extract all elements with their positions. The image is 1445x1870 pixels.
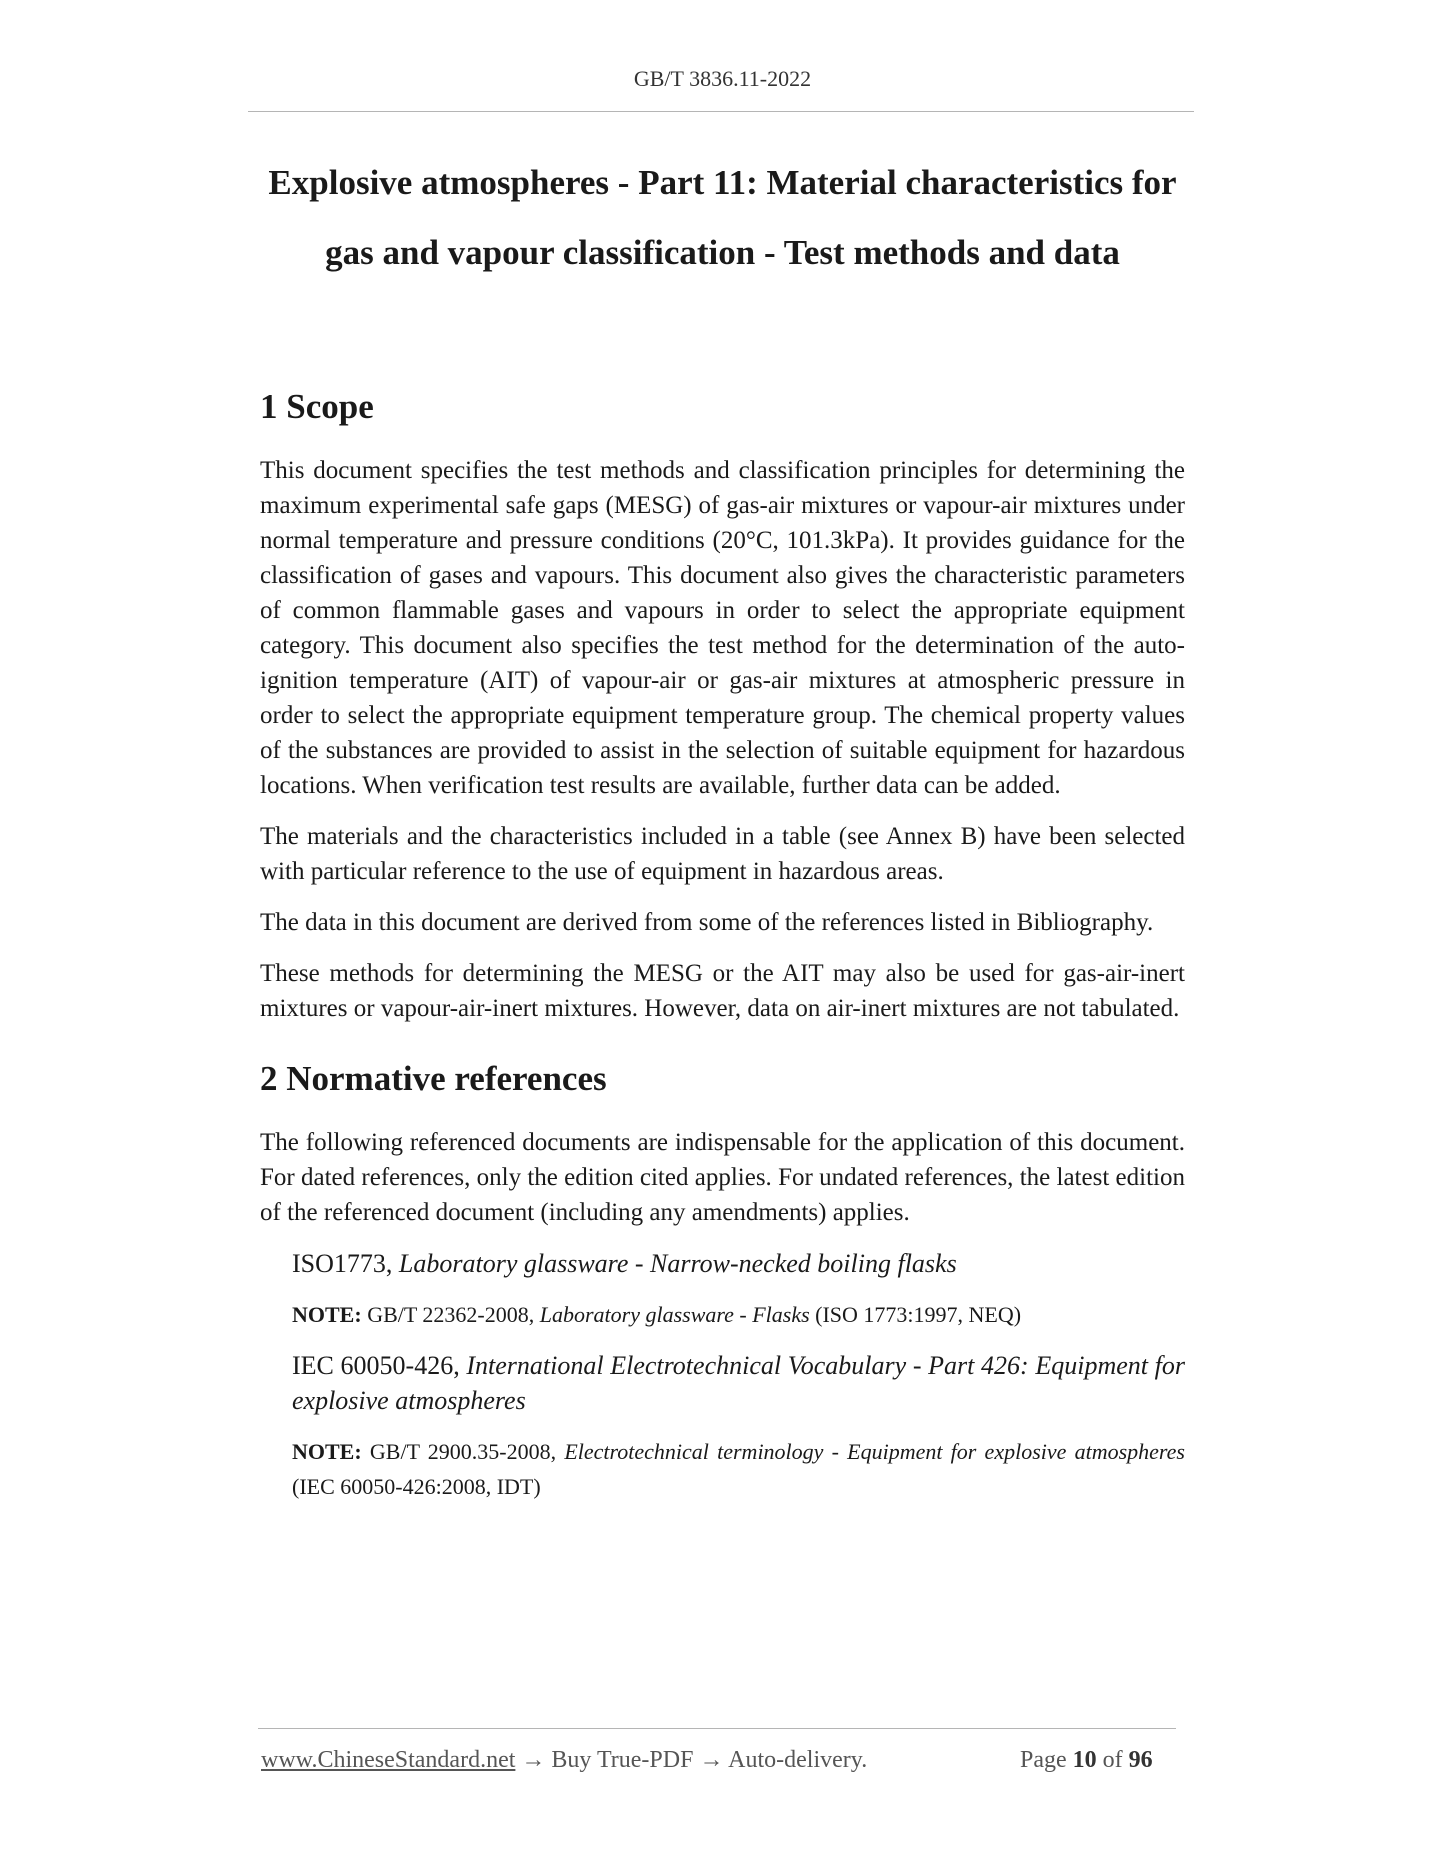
- of-label: of: [1102, 1747, 1123, 1773]
- footer-promo: [261, 1747, 867, 1774]
- arrow-right-icon: →: [515, 1747, 552, 1773]
- arrow-right-icon: →: [693, 1747, 729, 1773]
- total-pages: 96: [1128, 1747, 1153, 1773]
- section-1-heading: 1 Scope: [260, 387, 374, 426]
- page-label: Page: [1020, 1747, 1067, 1773]
- note-gbt2900-35: [292, 1434, 1185, 1504]
- reference-title: Laboratory glassware - Narrow-necked boiling flasks: [398, 1249, 957, 1278]
- reference-code: IEC 60050-426,: [292, 1351, 467, 1380]
- note-label: NOTE:: [292, 1302, 362, 1327]
- note-suffix: (IEC 60050-426:2008, IDT): [292, 1474, 541, 1499]
- reference-iso1773: [292, 1246, 1185, 1281]
- buy-true-pdf-text: Buy True-PDF: [551, 1747, 694, 1773]
- normative-references-intro: The following referenced documents are indispensable for the application of this document. For dated references, only the edition cited applies. For undated references, the latest edition of the referenced document (including any amendments) applies.: [260, 1129, 1185, 1226]
- title-line-1: Explosive atmospheres - Part 11: Material characteristics for: [268, 163, 1177, 202]
- main-content: [260, 385, 1185, 1504]
- scope-paragraph-2: The materials and the characteristics included in a table (see Annex B) have been selected with particular reference to the use of equipment in hazardous areas.: [260, 823, 1185, 885]
- note-code: GB/T 2900.35-2008,: [361, 1439, 565, 1464]
- note-suffix: (ISO 1773:1997, NEQ): [809, 1302, 1022, 1327]
- page-indicator: [1020, 1747, 1153, 1774]
- note-label: NOTE:: [292, 1439, 362, 1464]
- note-code: GB/T 22362-2008,: [361, 1302, 540, 1327]
- auto-delivery-text: Auto-delivery.: [728, 1747, 868, 1773]
- reference-code: ISO1773,: [292, 1249, 399, 1278]
- footer-divider: [258, 1728, 1176, 1729]
- section-2-heading: 2 Normative references: [260, 1059, 607, 1098]
- scope-paragraph-4: These methods for determining the MESG or the AIT may also be used for gas-air-inert mixtures or vapour-air-inert mixtures. However, data on air-inert mixtures are not tabulated.: [260, 960, 1185, 1022]
- reference-title: International Electrotechnical Vocabulary - Part 426: Equipment for explosive atmospheres: [292, 1351, 1186, 1415]
- website-link[interactable]: www.ChineseStandard.net: [261, 1747, 516, 1773]
- reference-iec60050-426: [292, 1348, 1185, 1418]
- header-divider: [248, 111, 1194, 112]
- scope-paragraph-1: This document specifies the test methods and classification principles for determining the maximum experimental safe gaps (MESG) of gas-air mixtures or vapour-air mixtures under normal temperature and pressure conditions (20°C, 101.3kPa). It provides guidance for the classification of gases and vapours. This document also gives the characteristic parameters of common flammable gases and vapours in order to select the appropriate equipment category. This document also specifies the test method for the determination of the auto-ignition temperature (AIT) of vapour-air or gas-air mixtures at atmospheric pressure in order to select the appropriate equipment temperature group. The chemical property values of the substances are provided to assist in the selection of suitable equipment for hazardous locations. When verification test results are available, further data can be added.: [260, 457, 1185, 799]
- scope-paragraph-3: The data in this document are derived from some of the references listed in Bibliography.: [260, 909, 1154, 936]
- document-title: [240, 148, 1205, 288]
- note-title: Laboratory glassware - Flasks: [539, 1302, 810, 1327]
- note-gbt22362: [292, 1297, 1185, 1332]
- current-page-number: 10: [1072, 1747, 1097, 1773]
- document-code-header: GB/T 3836.11-2022: [633, 66, 812, 91]
- note-title: Electrotechnical terminology - Equipment for explosive atmospheres: [564, 1439, 1185, 1464]
- title-line-2: gas and vapour classification - Test methods and data: [325, 233, 1120, 272]
